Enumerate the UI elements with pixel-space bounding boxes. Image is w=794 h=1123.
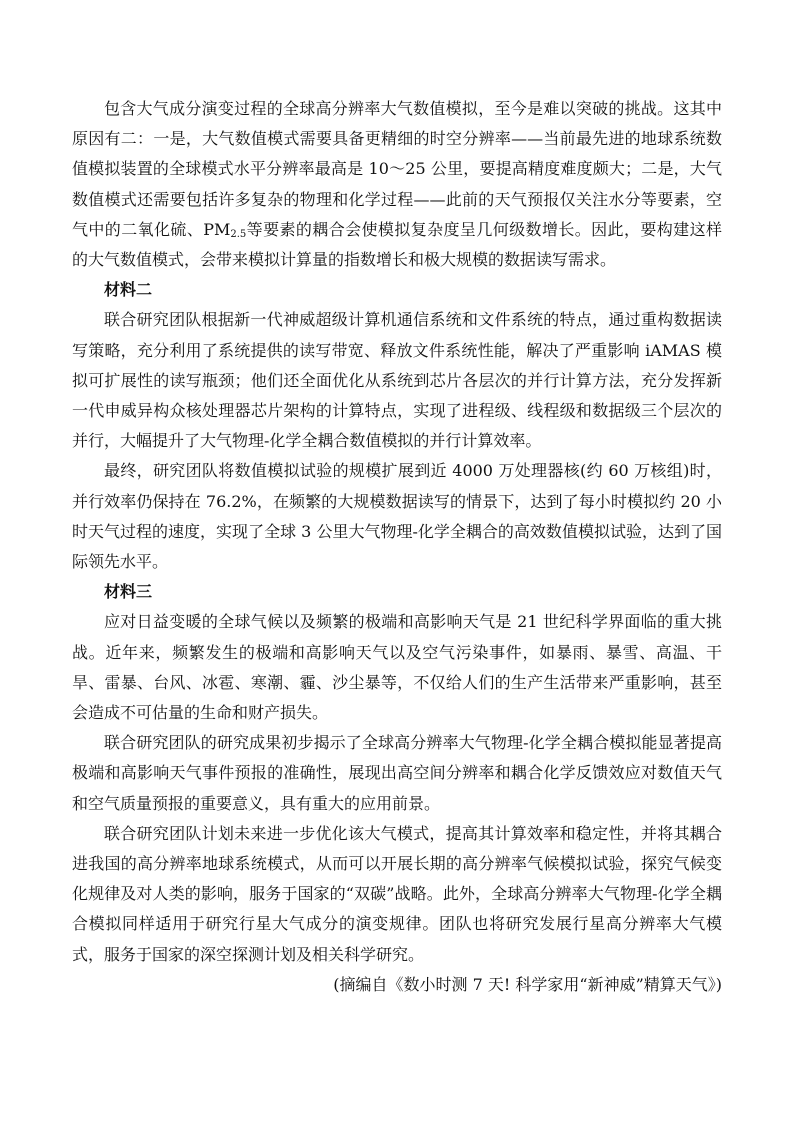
paragraph-research-significance: 联合研究团队的研究成果初步揭示了全球高分辨率大气物理-化学全耦合模拟能显著提高极端和高影响天气事件预报的准确性，展现出高空间分辨率和耦合化学反馈效应对数值天气和空气质量预报的重要意义，具有重大的应用前景。 [72,733,722,813]
pm-subscript: 2.5 [230,228,247,240]
paragraph-text: 包含大气成分演变过程的全球高分辨率大气数值模拟，至今是难以突破的挑战。这其中原因有二：一是，大气数值模式需要具备更精细的时空分辨率——当前最先进的地球系统数值模拟装置的全球模式水平分辨率最高是 10～25 公里，要提高精度难度颇大；二是，大气数值模式还需要包括许多复杂的物理和化学过程——此前的天气预报仅关注水分等要素，空气中的二氧化硫、PM [72,99,722,239]
paragraph-future-plans: 联合研究团队计划未来进一步优化该大气模式，提高其计算效率和稳定性，并将其耦合进我国的高分辨率地球系统模式，从而可以开展长期的高分辨率气候模拟试验，探究气候变化规律及对人类的影响，服务于国家的“双碳”战略。此外，全球高分辨率大气物理-化学全耦合模拟同样适用于研究行星大气成分的演变规律。团队也将研究发展行星高分辨率大气模式，服务于国家的深空探测计划及相关科学研究。 [72,823,722,964]
heading-material-two: 材料二 [104,280,153,300]
paragraph-climate-challenge: 应对日益变暖的全球气候以及频繁的极端和高影响天气是 21 世纪科学界面临的重大挑战。近年来，频繁发生的极端和高影响天气以及空气污染事件，如暴雨、暴雪、高温、干旱、雷暴、台风、冰雹、寒潮、霾、沙尘暴等，不仅给人们的生产生活带来严重影响，甚至会造成不可估量的生命和财产损失。 [72,612,722,723]
paragraph-atmosphere-challenge [72,94,722,275]
paragraph-results: 最终，研究团队将数值模拟试验的规模扩展到近 4000 万处理器核(约 60 万核组)时，并行效率仍保持在 76.2%，在频繁的大规模数据读写的情景下，达到了每小时模拟约 20 小时天气过程的速度，实现了全球 3 公里大气物理-化学全耦合的高效数值模拟试验，达到了国际领先水平。 [72,461,722,572]
document-body [72,94,722,1000]
heading-material-three: 材料三 [104,582,153,602]
paragraph-text-continued: 等要素的耦合会使模拟复杂度呈几何级数增长。因此，要构建这样的大气数值模式，会带来模拟计算量的指数增长和极大规模的数据读写需求。 [72,219,722,270]
paragraph-io-optimization: 联合研究团队根据新一代神威超级计算机通信系统和文件系统的特点，通过重构数据读写策略，充分利用了系统提供的读写带宽、释放文件系统性能，解决了严重影响 iAMAS 模拟可扩展性的读写瓶颈；他们还全面优化从系统到芯片各层次的并行计算方法，充分发挥新一代申威异构众核处理器芯片架构的计算特点，实现了进程级、线程级和数据级三个层次的并行，大幅提升了大气物理-化学全耦合数值模拟的并行计算效率。 [72,310,722,451]
source-citation: (摘编自《数小时测 7 天! 科学家用“新神威”精算天气》) [333,974,722,994]
